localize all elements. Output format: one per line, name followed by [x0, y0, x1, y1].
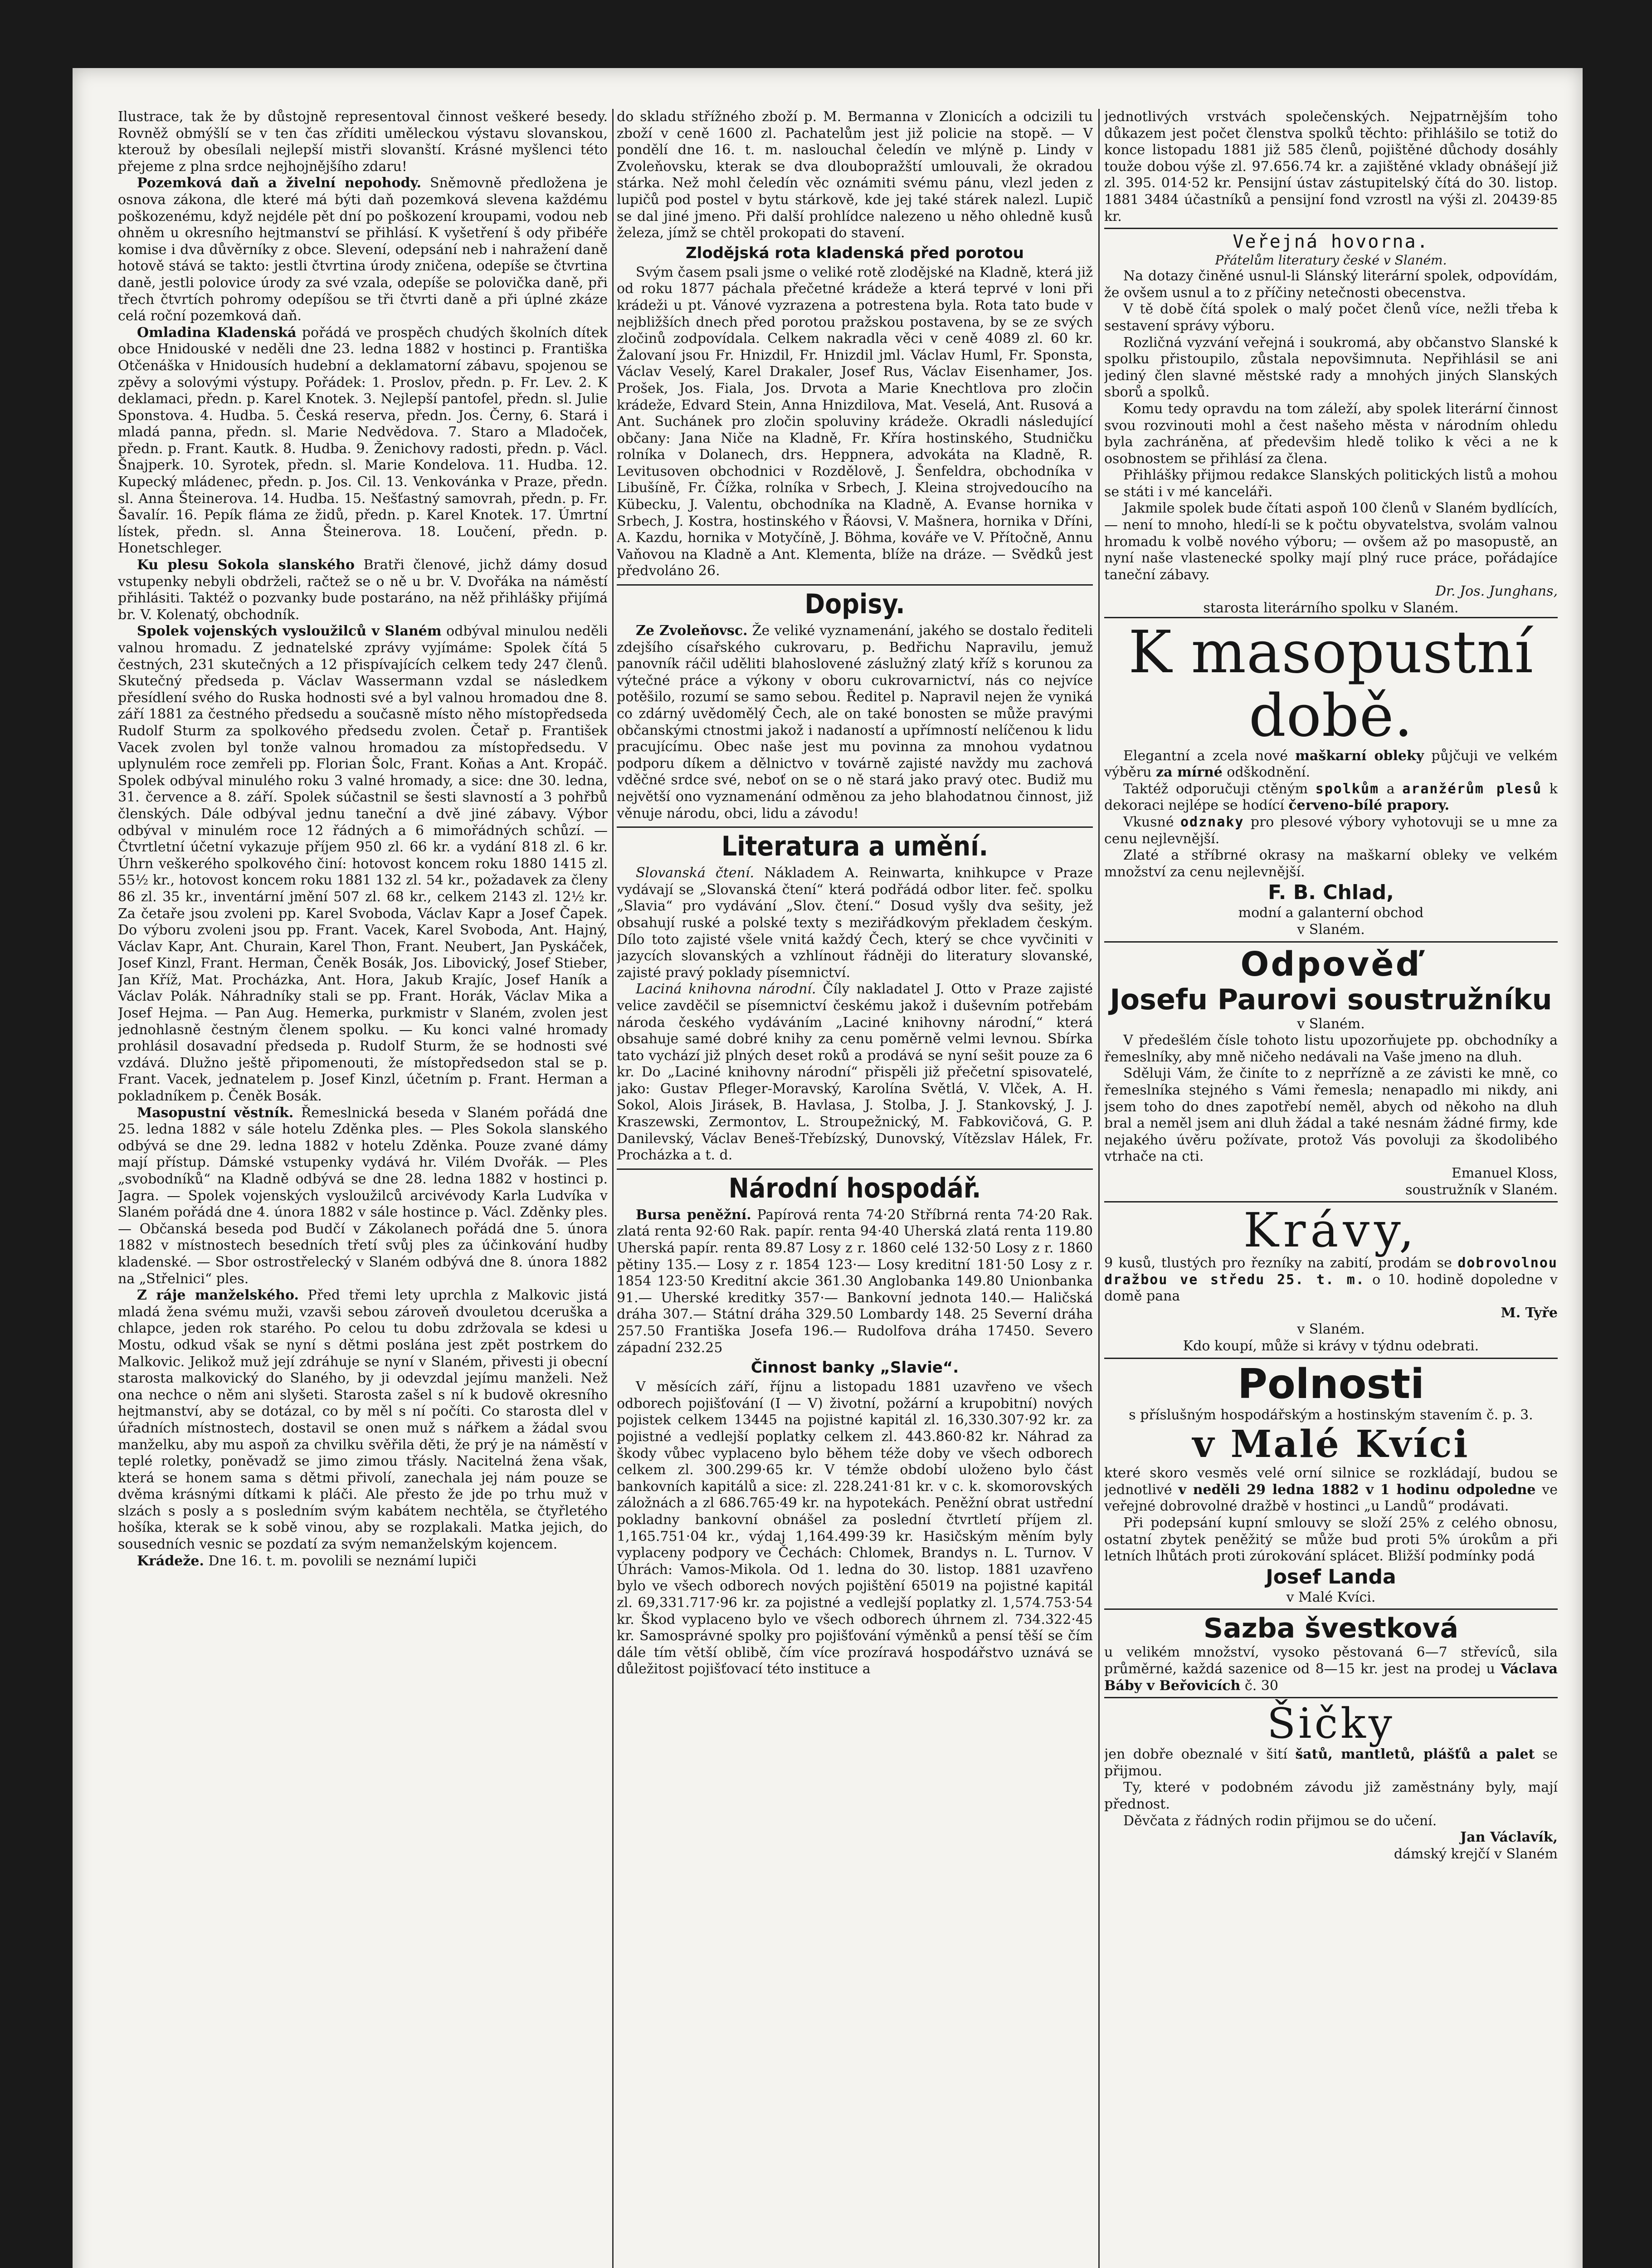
- ad-place: v Slaném.: [1297, 1321, 1365, 1338]
- ad-merchant-role: modní a galanterní obchod: [1238, 905, 1424, 921]
- article-heading: Pozemková daň a živelní nepohody.: [137, 175, 422, 191]
- paragraph: Komu tedy opravdu na tom záleží, aby spolek literární činnost svou rozvinouti mohl a čest našeho města v národním ohledu byla zachráněna, ať předevšim hledě toliko k věci a ne k osobnostem se přihlásí za člena.: [1104, 401, 1558, 467]
- column-3: [1104, 109, 1558, 2268]
- ad-text: maškarní obleky: [1295, 748, 1424, 764]
- paragraph: Dne 16. t. m. povolili se neznámí lupiči: [208, 1553, 477, 1569]
- ad-text: Děvčata z řádných rodin přijmou se do učení.: [1123, 1813, 1437, 1829]
- column-2: [617, 109, 1093, 2268]
- paragraph: Sněmovně předložena je osnova zákona, dle které má býti daň pozemková slevena každému poškozenému, když nejdéle pět dní po poškození kroupami, vodou neb ohněm u okresního hejtmanství se přihlásí. K vyšetření š ody přibéře komise i dva důvěrníky z obce. Slevení, odepsání neb i nahražení daně hotově stává se takto: jestli čtvrtina úrody zničena, odepíše se čtvrtina daně, jestli polovice úrody za své vzala, odepíše se polovička daně, při třech čtvrtích pohromy odepíšou se tři čtvrti daně a při úplné zkáze celá roční pozemková daň.: [118, 175, 608, 324]
- section-heading-hovorna: Veřejná hovorna.: [1104, 228, 1558, 253]
- ad-text: spolkům: [1315, 781, 1379, 797]
- column-1: [118, 109, 608, 2268]
- ad-text: ve veřejné dobrovolné dražbě v hostinci „u Landů“ prodávati.: [1104, 1481, 1558, 1515]
- ad-merchant-name: F. B. Chlad,: [1268, 881, 1394, 904]
- paragraph: odbýval minulou neděli valnou hromadu. Z jednatelské zprávy vyjímáme: Spolek čítá 5 čestných, 231 skutečných a 12 přispívajících celkem tedy 247 členů. Skutečný předseda p. Václav Wassermann vzdal se následkem přesídlení svého do Ruska hodnosti své a byl valnou hromadou dne 8. září 1881 za čestného předsedu a současně místo něho místopředseda Rudolf Sturm za spolkového předsedu zvolen. Četař p. František Vacek zvolen byl tonže valnou hromadou za místopředsedu. V uplynulém roce zemřeli pp. Florian Šolc, Frant. Koňas a Ant. Kropáč. Spolek odbýval minulého roku 3 valné hromady, a sice: dne 30. ledna, 31. července a 8. září. Spolek súčastnil se šesti slavností a 3 pohřbů členských. Dále odbýval jednu taneční a dvě jiné zábavy. Výbor odbýval v minulém roce 12 řádných a 6 mimořádných schůzí. — Čtvrtletní účetní vykazuje příjem 950 zl. 66 kr. a vydání 818 zl. 6 kr. Úhrn veškerého spolkového činí: hotovost koncem roku 1880 1415 zl. 55½ kr., hotovost koncem roku 1881 132 zl. 54 kr., požadavek za členy 86 zl. 35 kr., inventární jmění 507 zl. 68 kr., celkem 2143 zl. 12½ kr. Za četaře jsou zvoleni pp. Karel Svoboda, Václav Kapr a Josef Čapek. Do výboru zvoleni jsou pp. Frant. Vacek, Karel Svoboda, Ant. Hajný, Václav Kapr, Ant. Churain, Karel Thon, Frant. Neubert, Jan Pyskáček, Josef Kinzl, Frant. Herman, Čeněk Bosák, Jos. Libovický, Josef Stieber, Jan Kříž, Mat. Procházka, Ant. Hora, Jakub Krajíc, Josef Haník a Václav Polák. Náhradníky stali se pp. Frant. Horák, Václav Mika a Josef Hejma. — Pan Aug. Hemerka, purkmistr v Slaném, zvolen jest jednohlasně čestným členem spolku. — Ku konci valné hromady prohlásil dosavadní předseda p. Rudolf Sturm, že se hodnosti své vzdává. Dlužno ještě připomenouti, že místopředsedon stal se p. Frant. Vacek, jednatelem p. Josef Kinzl, účetním p. Frant. Herman a pokladníkem p. Čeněk Bosák.: [118, 623, 608, 1105]
- article-heading: Bursa peněžní.: [636, 1207, 751, 1223]
- ad-text: se přijmou.: [1104, 1746, 1558, 1779]
- ad-text: červeno-bílé prapory.: [1288, 797, 1450, 814]
- ad-merchant-place: v Slaném.: [1297, 921, 1365, 938]
- ad-signature: Emanuel Kloss,: [1451, 1165, 1558, 1181]
- ad-text: Elegantní a zcela nové: [1123, 748, 1288, 764]
- ad-text: u velikém množství, vysoko pěstovaná 6—7 střevíců, sila průměrné, každá sazenice od 8—15 kr. jest na prodej u: [1104, 1644, 1558, 1677]
- paragraph: Číly nakladatel J. Otto v Praze zajisté velice zavděčil se písemnictví českému jakož i duševním potřebám národa českého vydáváním „Laciné knihovny národní,“ která obsahuje samé dobré knihy za cenu poměrně velmi levnou. Sbírka tato vychází již plných deset roků a prodává se nyní sešit pouze za 6 kr. Do „Laciné knihovny národní“ přispěli již přečetní spisovatelé, jako: Gustav Pfleger-Moravský, Karolína Světlá, V. Vlček, A. H. Sokol, Alois Jirásek, B. Havlasa, J. Stolba, J. J. Stankovský, J. J. Kraszewski, Zermontov, L. Stroupežnický, M. Fabkovičová, G. P. Danilevský, Václav Beneš-Třebízský, Dunovský, Vítězslav Hálek, Fr. Procházka a t. d.: [617, 981, 1093, 1163]
- ad-text: Sděluji Vám, že činíte to z neprřízně a ze závisti ke mně, co řemeslníka stejného s Vámi řemesla; nenapadlo mi nikdy, ani jsem toho do dnes zapotřebí neměl, abych od někoho na dluh bral a neměl jsem ani dluh žádal a také nesnám žádné firmy, kde nejakého úvěru požívate, protož Vás povoluji za škodolibého vtrhače na cti.: [1104, 1066, 1558, 1165]
- article-heading: Laciná knihovna národní.: [636, 981, 816, 997]
- ad-subtitle: Josefu Paurovi soustružníku: [1110, 982, 1552, 1016]
- advertisement-kravy: [1104, 1201, 1558, 1358]
- paragraph: Řemeslnická beseda v Slaném pořádá dne 25. ledna 1882 v sále hotelu Zděnka ples. — Ples Sokola slanského odbývá se dne 29. ledna 1882 v hotelu Zděnka. Pouze zvané dámy mají přístup. Dámské vstupenky vydává hr. Vilém Dvořák. — Ples „svobodníků“ na Kladně odbývá se dne 28. ledna 1882 v hostinci p. Jagra. — Spolek vojenských vysloužilců arcivévody Karla Ludvíka v Slaném pořádá dne 4. února 1882 v sále hostince p. Václ. Zděnky ples. — Občanská beseda pod Budčí v Zákolanech pořádá dne 5. února 1882 v místnostech besedních třetí svůj ples za účinkování hudby kladenské. — Sbor ostrostřelecký v Slaném odbývá dne 8. února 1882 na „Střelnici“ ples.: [118, 1105, 608, 1287]
- article-heading: Omladina Kladenská: [137, 324, 297, 341]
- ad-text: za mírné: [1156, 764, 1223, 781]
- ad-merchant-name: Josef Landa: [1266, 1565, 1396, 1589]
- paragraph: Na dotazy činěné usnul-li Slánský literární spolek, odpovídám, že ovšem usnul a to z příčiny netečnosti obecenstva.: [1104, 268, 1558, 301]
- ad-title: Odpověď: [1240, 944, 1422, 984]
- paragraph: pořádá ve prospěch chudých školních dítek obce Hnidouské v neděli dne 23. ledna 1882 v hostinci p. Františka Otčenáška v Hnidousích hudební a deklamatorní zábavu, spojenou se zpěvy a solovými výstupy. Pořádek: 1. Proslov, předn. p. Fr. Lev. 2. K deklamaci, předn. p. Karel Knotek. 3. Nejlepší pantofel, předn. sl. Julie Sponstova. 4. Hudba. 5. Česká reserva, předn. Jos. Černy, 6. Stará i mladá panna, předn. sl. Marie Nedvědova. 7. Staro a Mladoček, předn. p. Frant. Kautk. 8. Hudba. 9. Ženichovy radosti, předn. p. Václ. Šnajperk. 10. Syrotek, předn. sl. Marie Kondelova. 11. Hudba. 12. Kupecký mládenec, předn. p. Jos. Cil. 13. Venkovánka v Praze, předn. sl. Anna Šteinerova. 14. Hudba. 15. Nešťastný samovrah, předn. p. Fr. Šavalír. 16. Pepík fláma ze židů, předn. p. Karel Knotek. 17. Úmrtní lístek, předn. sl. Anna Šteinerova. 18. Loučení, předn. p. Honetschleger.: [118, 324, 608, 557]
- ad-text: Ty, které v podobném závodu již zaměstnány byly, mají přednost.: [1104, 1779, 1558, 1812]
- ad-merchant-role: dámský krejčí v Slaném: [1394, 1846, 1558, 1862]
- ad-title: Sazba švestková: [1204, 1613, 1458, 1645]
- ad-text: jen dobře obeznalé v šití: [1104, 1746, 1287, 1763]
- ad-text: dobrovolnou dražbou ve středu 25. t. m.: [1104, 1255, 1558, 1288]
- ad-merchant-name: Václava Báby v Beřovicích: [1104, 1661, 1558, 1694]
- advertisement-sazba: [1104, 1608, 1558, 1697]
- article-heading: Ku plesu Sokola slanského: [137, 557, 355, 573]
- article-heading: Z ráje manželského.: [137, 1287, 299, 1304]
- ad-text: pro plesové výbory vyhotovuji se u mne za cenu nejlevnější.: [1104, 814, 1558, 847]
- newspaper-page: [73, 68, 1583, 2268]
- section-heading-literatura: Literatura a umění.: [617, 826, 1093, 862]
- paragraph: Přihlášky přijmou redakce Slanských politických listů a mohou se státi i v mé kanceláři.: [1104, 467, 1558, 500]
- article-heading: Činnost banky „Slavie“.: [750, 1359, 959, 1377]
- ad-text: 9 kusů, tlustých pro řezníky na zabití, prodám se: [1104, 1255, 1452, 1271]
- ad-subtitle: v Malé Kvíci: [1192, 1422, 1470, 1466]
- section-heading-hospodar: Národní hospodář.: [617, 1168, 1093, 1204]
- paragraph: Nákladem A. Reinwarta, knihkupce v Praze vydávají se „Slovanská čtení“ která podřádá odbor liter. feč. spolku „Slavia“ pro vydávání „Slov. čtení.“ Dosud vyšly dva sešity, jež obsahují ruské a polské texty s meziřádkovým překladem českým. Dílo toto zajisté všele vnitá každý Čech, který se chce vyvčiniti v jazycích slovanských a vzhlínout řádněji do literatury slovanské, zajisté pravý poklady písemnictví.: [617, 865, 1093, 981]
- advertisement-masopust: [1104, 617, 1558, 941]
- paragraph: jednotlivých vrstvách společenských. Nejpatrnějším toho důkazem jest počet členstva spolků těchto: přihlášilo se totiž do konce listopadu 1881 již 585 členů, pojištěné důchody dosáhly touže dobou výše zl. 97.656.74 kr. a zajištěné vklady obnášejí již zl. 395. 014·52 kr. Pensijní ústav zástupitelský čítá do 30. listop. 1881 3484 účastníků a pensijní fond vzrostl na výši zl. 20439·85 kr.: [1104, 109, 1558, 225]
- ad-text: Při podepsání kupní smlouvy se složí 25% z celého obnosu, ostatní zbytek peněžitý se může bud proti 5% úrokům a při letních lhůtách proti zúrokování splácet. Bližší podmínky podá: [1104, 1515, 1558, 1564]
- ad-text: a: [1386, 781, 1395, 797]
- ad-merchant-name: M. Tyře: [1501, 1305, 1558, 1321]
- article-heading: Spolek vojenských vysloužilců v Slaném: [137, 623, 442, 640]
- paragraph: V měsících září, říjnu a listopadu 1881 uzavřeno ve všech odborech pojišťování (I — V) životní, požární a krupobitní) nových pojistek celkem 13445 na pojistné kapitál zl. 16,330.307·92 kr. za pojistné a vedlejší poplatky celkem zl. 443.860·82 kr. Náhrad za škody vůbec vyplaceno bylo během téže doby ve všech odborech celkem zl. 300.299·65 kr. V témže období uloženo bylo část bankovních kapitálů a sice: zl. 228.241·81 kr. v c. k. skomorovských záložnách a zl 686.765·49 kr. na hypotekách. Peněžní obrat ustřední pokladny bankovní obnášel za poslední čtvrtletí příjem zl. 1,165.751·04 kr., výdaj 1,164.499·39 kr. Hasičským měním byly vyplaceny podpory ve Čechách: Chlomek, Brandys n. L. Turnov. V Úhrách: Vamos-Mikola. Od 1. ledna do 30. listop. 1881 uzavřeno bylo ve všech odborech nových pojištění 65019 na pojistné kapitál zl. 69,331.717·96 kr. za pojistné a vedlejší poplatky zl. 1,574.753·54 kr. Škod vyplaceno bylo ve všech odborech úhrnem zl. 734.322·45 kr. Samosprávné spolky pro pojišťování výměnků a pensí těší se čím dále tím větší oblibě, čím více prozíravá hospodářstvo uznává se důležitost pojišťovací této instituce a: [617, 1379, 1093, 1677]
- ad-text: Taktéž odporučuji ctěným: [1123, 781, 1308, 797]
- ad-merchant-name: Jan Václavík,: [1460, 1829, 1558, 1846]
- ad-title: Šičky: [1267, 1699, 1395, 1748]
- paragraph: Bratři členové, jichž dámy dosud vstupenky nebyli obdrželi, račtež se o ně u br. V. Dvořáka na náměstí přihlásiti. Taktéž o pozvanky bude postaráno, na něž přihlášky přijímá br. V. Kolenatý, obchodník.: [118, 557, 608, 623]
- article-heading: Zlodějská rota kladenská před porotou: [686, 244, 1024, 262]
- ad-text: č. 30: [1244, 1677, 1278, 1694]
- paragraph: V tě době čítá spolek o malý počet členů více, nežli třeba k sestavení správy výboru.: [1104, 301, 1558, 334]
- ad-text: v neděli 29 ledna 1882 v 1 hodinu odpoledne: [1178, 1481, 1536, 1498]
- section-heading-dopisy: Dopisy.: [617, 584, 1093, 620]
- ad-title: K masopustní době.: [1128, 618, 1534, 750]
- ad-text: Zlaté a stříbrné okrasy na maškarní obleky ve velkém množství za cenu nejlevnější.: [1104, 847, 1558, 880]
- paragraph: Jakmile spolek bude čítati aspoň 100 členů v Slaném bydlících, — není to mnoho, hledí-li se k počtu obyvatelstva, svolám valnou hromadu k volbě nového výboru; — ovšem až po masopustě, an nyní naše vlastenecké spolky mají plný ruce práce, pořádajíce taneční zábavy.: [1104, 500, 1558, 583]
- ad-title: Krávy,: [1243, 1202, 1419, 1258]
- article-heading: Slovanská čtení.: [636, 865, 755, 881]
- ad-text: k dekoraci nejlépe se hodící: [1104, 781, 1558, 814]
- signature-name: Dr. Jos. Junghans,: [1435, 583, 1558, 600]
- paragraph: do skladu střížného zboží p. M. Bermanna v Zlonicích a odcizili tu zboží v ceně 1600 zl. Pachatelům jest již policie na stopě. — V pondělí dne 16. t. m. naslouchal čeledín ve mlýně p. Lindy v Zvoleňovsku, kterak se dva dloubopražští umlouvali, že okradou stárka. Než mohl čeledín věc oznámiti svému pánu, vlezl jeden z lupičů pod postel v bytu stárkově, kde jej také stárek nalezl. Lupič se dal jiné jmeno. Při další prohlídce nalezeno u něho ohledně kusů železa, jímž se chtěl prokopati do stavení.: [617, 109, 1093, 241]
- ad-text: Vkusné: [1123, 814, 1174, 830]
- paragraph: Ilustrace, tak že by důstojně representoval činnost veškeré besedy. Rovněž obmýšlí se v ten čas zříditi uměleckou výstavu slovanskou, kterouž by obesílali nejlepší mistři slovanští. Krásné myšlenci této přejeme z plna srdce nejhojnějšího zdaru!: [118, 109, 608, 175]
- ad-text: odznaky: [1180, 814, 1244, 830]
- ad-text: Kdo koupí, může si krávy v týdnu odebrati.: [1183, 1338, 1479, 1354]
- column-rule: [1098, 109, 1100, 2268]
- ad-signature-role: soustružník v Slaném.: [1405, 1182, 1558, 1198]
- ad-text: odškodnění.: [1227, 764, 1311, 781]
- paragraph: Rozličná vyzvání veřejná i soukromá, aby občanstvo Slanské k spolku přistoupilo, zůstala nepovšimnuta. Nepřihlásil se ani jediný člen slavné městské rady a mnohých jiných Slanských sborů a spolků.: [1104, 334, 1558, 401]
- paragraph: Před třemi lety uprchla z Malkovic jistá mladá žena svému muži, vzavši sebou zároveň dvouletou dceruška a chlapce, jeden rok starého. Po celou tu dobu zdržovala se kdesi u Mostu, odkud však se nyní s dětmi poslána jest zpět postrkem do Malkovic. Jelikož muž její zdráhuje se nyní v Slaném, přivesti ji obecní starosta malkovický do Slaného, by ji odevzdal jejímu manželi. Než ona nechce o něm ani slyšeti. Starosta zašel s ní k budově okresního hejtmanství, aby se dotázal, co by měl s ní počíti. Co starosta dlel v úřadních místnostech, dostavil se onen muž s nářkem a žádal svou manželku, aby mu aspoň za chvilku svěřila děti, že prý je na náměstí v teplé roletky, poněvadž se jimo zimou třásly. Nacitelná žena však, která se honem sama s dětmi přivolí, zanechala jej nám pouze se dvěma krásnými dítkami k pláči. Ale přesto že jde po trhu muž v slzách s posly a s posledním svým kabátem nechtěla, se čtyřletého hošíka, kterak se k sobě vinou, aby se rozplakali. Matka jejich, do sousedních vesnic se pozdatí za svým nemanželským kojencem.: [118, 1287, 608, 1553]
- article-heading: Masopustní věstník.: [137, 1105, 294, 1121]
- ad-place: v Malé Kvíci.: [1286, 1589, 1376, 1605]
- ad-text: aranžérům plesů: [1402, 781, 1542, 797]
- ad-title: Polnosti: [1238, 1360, 1424, 1408]
- ad-text: které skoro vesměs velé orní silnice se rozkládají, budou se jednotlivé: [1104, 1465, 1558, 1498]
- paragraph: Že veliké vyznamenání, jakého se dostalo řediteli zdejšího císařského cukrovaru, p. Bedřichu Napravilu, jemuž panovník ráčil uděliti blahoslovené záslužný zlatý kříž s korunou za výtečné práce a výkony v oboru cukrovarnictví, nás co nejvíce potěšilo, rozumí se samo sebou. Ředitel p. Napravil nejen že vyniká co zdárný uvědomělý Čech, ale on také bonosten se může pravými občanskými ctnostmi jakož i nadaností a upřímností nelíčenou k lidu pracujícímu. Obec naše jest mu povinna za mnohou vydatnou podporu díkem a dělnictvo v továrně zajisté navždy mu zachová vděčné srdce své, neboť on se o ně stará jako pravý otec. Budiž mu největší ono vyznamenání odměnou za jeho blahodatnou činnost, již věnuje národu, obci, lidu a závodu!: [617, 623, 1093, 821]
- ad-text: půjčuji ve velkém výběru: [1104, 748, 1558, 781]
- advertisement-sicky: [1104, 1697, 1558, 1865]
- article-heading: Krádeže.: [137, 1553, 204, 1569]
- ad-place: v Slaném.: [1297, 1016, 1365, 1032]
- advertisement-odpoved: [1104, 941, 1558, 1202]
- ad-text: s příslušným hospodářským a hostinským stavením č. p. 3.: [1129, 1407, 1533, 1423]
- paragraph: Svým časem psali jsme o veliké rotě zlodějské na Kladně, která již od roku 1877 páchala přečetné krádeže a která teprvé v loni při krádeži u pt. Vánové vyzrazena a potrestena byla. Rota tato bude v nejbližších dnech před porotou pražskou postavena, by se ze svých zločinů zodpovídala. Celkem nakradla věci v ceně 4089 zl. 60 kr. Žalovaní jsou Fr. Hnizdil, Fr. Hnizdil jml. Václav Huml, Fr. Sponsta, Václav Veselý, Karel Drakaler, Josef Rus, Václav Eisenhamer, Jos. Prošek, Jos. Fiala, Jos. Drvota a Marie Knechtlova pro zločin krádeže, Edvard Stein, Anna Hnizdilova, Mat. Veselá, Ant. Rusová a Ant. Suchánek pro zločin spoluviny krádeže. Okradli následující občany: Jana Niče na Kladně, Fr. Kříra hostinského, Studničku rolníka v Dolanech, drs. Heppnera, advokáta na Kladně, R. Levitusoven obchodnici v Rozdělově, J. Šenfeldra, obchodníka v Libušíně, Fr. Čížka, rolníka v Srbech, J. Kleina strojvedoucího na Kübecku, J. Valentu, obchodníka na Kladně, A. Evanse hornika v Srbech, J. Kostra, hostinského v Řáovsi, V. Mašnera, hornika v Dříni, A. Kazdu, hornika v Motyčíně, J. Böhma, kováře ve V. Přítočně, Annu Vaňovou na Kladně a Ant. Klementa, blíže na dráze. — Svědků jest předvoláno 26.: [617, 264, 1093, 579]
- advertisement-polnosti: [1104, 1358, 1558, 1609]
- column-rule: [612, 109, 614, 2268]
- article-heading: Ze Zvoleňovsc.: [636, 623, 748, 639]
- subheading: Přátelům literatury české v Slaném.: [1215, 253, 1447, 268]
- ad-text: o 10. hodině dopoledne v domě pana: [1104, 1271, 1558, 1305]
- ad-text: V předešlém čísle tohoto listu upozorňujete pp. obchodníky a řemeslníky, aby mně ničeho nedávali na Vaše jmeno na dluh.: [1104, 1032, 1558, 1065]
- paragraph: Papírová renta 74·20 Stříbrná renta 74·20 Rak. zlatá renta 92·60 Rak. papír. renta 94·40 Uherská zlatá renta 119.80 Uherská papír. renta 89.87 Losy z r. 1860 celé 132·50 Losy z r. 1860 pětiny 135.— Losy z r. 1854 123·— Losy kreditní 181·50 Losy z r. 1854 123·50 Kreditní akcie 361.30 Anglobanka 149.80 Unionbanka 91.— Uherské kreditky 357·— Bankovní jednota 140.— Haličská dráha 307.— Státní dráha 329.50 Lombardy 148. 25 Severní dráha 257.50 Františka Josefa 196.— Rudolfova dráha 17450. Severo západní 232.25: [617, 1207, 1093, 1356]
- signature-role: starosta literárního spolku v Slaném.: [1203, 600, 1459, 616]
- ad-text: šatů, mantletů, plášťů a palet: [1295, 1746, 1535, 1763]
